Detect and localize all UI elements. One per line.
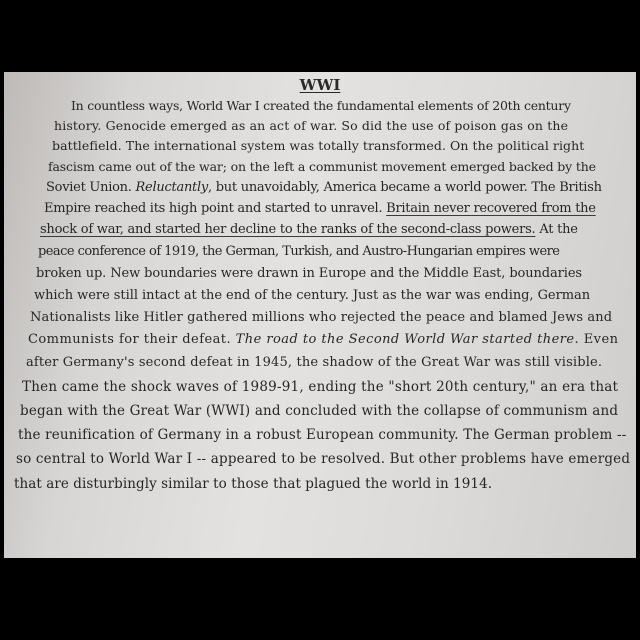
text-line	[40, 222, 578, 237]
line-text: after Germany's second defeat in 1945, the shadow of the Great War was still visible.	[26, 355, 603, 370]
line-text: Empire reached its high point and started to unravel.	[44, 201, 387, 216]
underlined-text: Britain never recovered from the	[386, 201, 596, 216]
line-text: . Even	[574, 332, 619, 347]
line-text: the reunification of Germany in a robust European community. The German problem --	[18, 427, 627, 443]
text-line	[36, 266, 582, 281]
document-page	[4, 72, 636, 558]
text-line	[34, 288, 590, 303]
line-text: fascism came out of the war; on the left a communist movement emerged backed by the	[48, 159, 596, 174]
text-line	[46, 180, 602, 195]
line-text: which were still intact at the end of the century. Just as the war was ending, German	[34, 288, 591, 303]
text-line	[18, 427, 626, 443]
line-text: Communists for their defeat.	[28, 332, 236, 347]
text-line	[28, 332, 618, 347]
text-line	[44, 201, 596, 216]
line-text: history. Genocide emerged as an act of war. So did the use of poison gas on the	[54, 118, 569, 133]
line-text: so central to World War I -- appeared to be resolved. But other problems have emerged	[16, 451, 631, 467]
line-text: peace conference of 1919, the German, Turkish, and Austro-Hungarian empires were	[38, 244, 560, 259]
line-text: Soviet Union.	[46, 180, 136, 195]
text-line	[16, 451, 630, 467]
text-line	[48, 159, 596, 174]
line-text: broken up. New boundaries were drawn in Europe and the Middle East, boundaries	[36, 266, 582, 281]
text-line	[26, 355, 602, 370]
line-text: , but unavoidably, America became a world power. The British	[207, 180, 602, 195]
italic-text: Reluctantly	[135, 180, 208, 195]
text-line	[30, 310, 612, 325]
line-text: that are disturbingly similar to those that plagued the world in 1914.	[14, 476, 493, 492]
text-line	[71, 98, 571, 113]
line-text: At the	[535, 222, 578, 237]
line-text: began with the Great War (WWI) and concluded with the collapse of communism and	[20, 403, 619, 419]
underlined-text: shock of war, and started her decline to the ranks of the second-class powers.	[40, 222, 536, 237]
line-text: In countless ways, World War I created the fundamental elements of 20th century	[71, 98, 571, 113]
text-line	[14, 476, 492, 492]
line-text: Then came the shock waves of 1989-91, ending the "short 20th century," an era that	[22, 379, 619, 395]
italic-text: The road to the Second World War started there	[235, 332, 575, 347]
line-text: Nationalists like Hitler gathered millions who rejected the peace and blamed Jews and	[30, 310, 613, 325]
text-line	[54, 118, 568, 133]
text-line	[38, 244, 559, 259]
text-line	[52, 138, 584, 153]
text-line	[22, 379, 618, 395]
text-line	[20, 403, 618, 419]
line-text: battlefield. The international system was totally transformed. On the political right	[52, 138, 585, 153]
document-title: WWI	[299, 76, 341, 94]
